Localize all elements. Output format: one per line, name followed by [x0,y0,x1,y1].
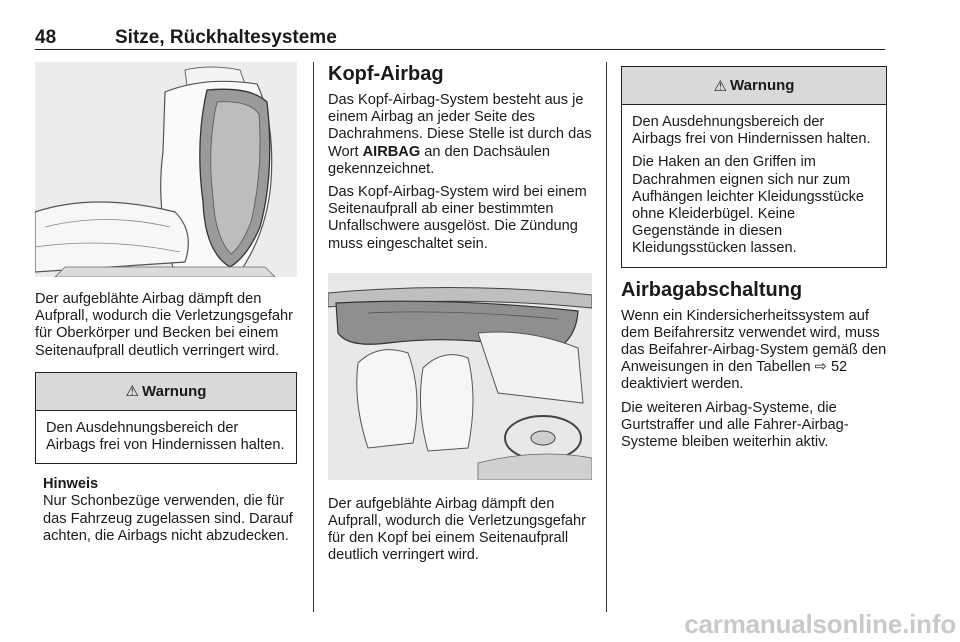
head-airbag-deployment: Das Kopf-Airbag-System wird bei einem Seitenaufprall ab einer bestimmten Unfallschwere ausgelöst. Die Zündung muss eingeschaltet sein. [328,184,587,252]
deactivation-paragraph [621,308,887,394]
column-right [621,62,887,451]
note-label: Hinweis [43,476,99,493]
deactivation-text-end: 52 deaktiviert werden. [621,359,848,393]
head-airbag-intro [328,92,592,178]
warning-box [35,372,297,464]
warning-body [36,411,296,463]
vehicle-interior-drawing [328,273,592,480]
other-systems-paragraph: Die weiteren Airbag-Systeme, die Gurtstraffer und alle Fahrer-Airbag-Systeme bleiben weiterhin aktiv. [621,399,849,451]
head-airbag-heading: Kopf-Airbag [328,63,444,85]
seat-airbag-caption: Der aufgeblähte Airbag dämpft den Aufprall, wodurch die Verletzungsgefahr für Oberkörper und Becken bei einem Seitenaufprall deutlich verringert wird. [35,291,293,359]
column-middle [328,62,592,565]
intro-text-end: an den Dachsäulen gekennzeichnet. [328,143,551,177]
deactivation-text-start: Wenn ein Kindersicherheitssystem auf dem Beifahrersitz verwendet wird, muss das Beifahrer-Airbag-System gemäß den Anweisungen in den Tabellen [621,307,887,376]
column-left [35,62,297,545]
warning-body [622,105,886,267]
page-header [35,26,885,50]
warning-triangle-icon: ⚠ [713,77,727,95]
section-title: Sitze, Rückhaltesysteme [115,27,337,48]
note-text: Nur Schonbezüge verwenden, die für das Fahrzeug zugelassen sind. Darauf achten, die Airbags nicht abzudecken. [43,493,293,544]
airbag-marking: AIRBAG [362,143,421,160]
seat-airbag-drawing [35,62,297,277]
warning-title: Warnung [142,382,207,400]
head-airbag-illustration [328,273,592,480]
warning-text: Den Ausdehnungsbereich der Airbags frei von Hindernissen halten. [632,114,871,148]
watermark: carmanualsonline.info [684,609,956,639]
warning-header [622,67,886,105]
airbag-deactivation-heading: Airbagabschaltung [621,278,803,301]
seat-airbag-illustration [35,62,297,277]
column-divider [313,62,314,612]
column-divider [606,62,607,612]
warning-triangle-icon: ⚠ [125,383,139,401]
warning-title: Warnung [730,77,795,94]
page-reference-arrow-icon: ⇨ [814,359,827,376]
warning-box [621,66,887,268]
intro-text-start: Das Kopf-Airbag-System besteht aus je einem Airbag an jeder Seite des Dachrahmens. Diese Stelle ist durch das Wort [328,92,592,160]
note-block [35,476,297,545]
warning-header [36,373,296,411]
page-number: 48 [35,27,57,48]
head-airbag-caption: Der aufgeblähte Airbag dämpft den Aufprall, wodurch die Verletzungsgefahr für den Kopf bei einem Seitenaufprall deutlich verringert wird. [328,495,586,564]
warning-text-hooks: Die Haken an den Griffen im Dachrahmen eignen sich nur zum Aufhängen leichter Kleidungsstücke ohne Kleiderbügel. Keine Gegenstände in diesen Kleidungsstücken lassen. [632,154,865,257]
warning-text: Den Ausdehnungsbereich der Airbags frei von Hindernissen halten. [46,419,285,454]
